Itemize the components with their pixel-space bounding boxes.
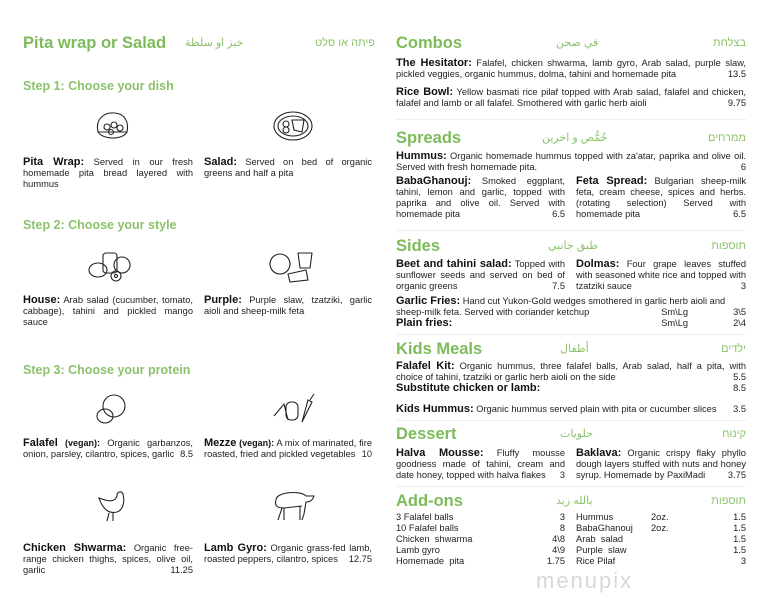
- falafel-icon: [94, 392, 130, 426]
- addon-row: [396, 523, 565, 534]
- item-desc: Falafel, chicken shwarma, lamb gyro, Arab salad, purple slaw, pickled veggies, organic hummus, dolma, tahini and homemade pita: [396, 58, 746, 79]
- addon-price: 1.75: [546, 556, 565, 566]
- menu-item-plain-fries: [396, 318, 746, 329]
- item-size: Sm\Lg: [661, 318, 689, 328]
- addon-price: 1.5: [733, 512, 746, 522]
- item-price: 13.5: [727, 69, 746, 79]
- addons-header: [396, 491, 746, 511]
- addon-row: [576, 512, 746, 523]
- item-price: 2\4: [733, 318, 746, 328]
- item-desc: Yellow basmati rice pilaf topped with Arab salad, falafel and chicken, falafel and lamb or all falafel. Smothered with garlic herb aioli: [396, 87, 746, 108]
- addon-price: 8: [559, 523, 565, 533]
- spreads-title: Spreads: [396, 129, 462, 147]
- menu-item-feta-spread: [576, 176, 746, 220]
- kids-header: [396, 339, 746, 359]
- item-name: BabaGhanouj:: [396, 175, 472, 187]
- item-price: 11.25: [170, 565, 193, 575]
- sides-title-hebrew: תוספות: [711, 240, 746, 252]
- addons-list-left: [396, 512, 565, 567]
- item-desc: Four grape leaves stuffed with seasoned white rice and topped with tzatziki sauce: [576, 259, 746, 291]
- step-2-heading: Step 2: Choose your style: [23, 218, 177, 232]
- item-name: Baklava:: [576, 447, 622, 459]
- item-price: 10: [361, 449, 372, 459]
- item-desc: Served on bed of organic greens and half a pita: [204, 157, 372, 178]
- house-style-ingredients-icon: [88, 248, 136, 284]
- menu-item-kids-hummus: [396, 404, 746, 415]
- combos-title-arabic: في صحن: [556, 37, 599, 49]
- menu-item-hesitator: [396, 58, 746, 80]
- addon-row: [576, 523, 746, 534]
- item-price: 12.75: [348, 554, 372, 564]
- addon-row: [396, 556, 565, 567]
- addons-title-hebrew: תוספות: [711, 495, 746, 507]
- lamb-icon: [270, 488, 316, 524]
- divider: [396, 334, 746, 335]
- item-price: 3.75: [727, 470, 746, 480]
- item-name: The Hesitator:: [396, 57, 472, 69]
- sides-title: Sides: [396, 237, 441, 255]
- item-price: 3: [740, 281, 746, 291]
- addon-row: [576, 545, 746, 556]
- chicken-icon: [95, 488, 129, 524]
- combos-header: [396, 33, 746, 53]
- item-desc: Smoked eggplant, tahini, lemon and garlic, topped with paprika and olive oil. Served with homemade pita: [396, 176, 565, 219]
- addon-size: 2oz.: [651, 512, 669, 522]
- item-name: Kids Hummus:: [396, 403, 474, 415]
- menu-item-garlic-fries: [396, 296, 746, 318]
- divider: [396, 119, 746, 120]
- section-title: Pita wrap or Salad: [23, 34, 167, 52]
- menu-item-babaghanouj: [396, 176, 565, 220]
- vegetables-icon: [270, 392, 318, 426]
- kids-title-arabic: أطفال: [560, 343, 589, 355]
- item-desc: Served in our fresh homemade pita bread layered with hummus: [23, 157, 193, 189]
- item-name: Beet and tahini salad:: [396, 258, 512, 270]
- dessert-title: Dessert: [396, 425, 457, 443]
- item-size: Sm\Lg: [661, 307, 689, 317]
- menu-item-purple: [204, 295, 372, 317]
- item-name: Mezze: [204, 437, 237, 449]
- addon-name: 3 Falafel balls: [396, 512, 454, 522]
- sides-title-arabic: طبق جانبي: [548, 240, 599, 252]
- item-desc: A mix of marinated, fire roasted, fried and pickled vegetables: [204, 438, 372, 459]
- menu-item-mezze: [204, 438, 372, 460]
- item-name: Plain fries:: [396, 317, 453, 329]
- kids-title-hebrew: ילדים: [721, 343, 746, 355]
- addons-title-arabic: بالله زيد: [556, 495, 593, 507]
- dessert-title-arabic: حلويات: [560, 428, 593, 440]
- addon-name: Arab salad: [576, 534, 624, 544]
- item-name: Pita Wrap:: [23, 156, 85, 168]
- addon-row: [576, 556, 746, 567]
- item-name: Chicken Shwarma:: [23, 542, 127, 554]
- item-desc: Organic homemade hummus topped with za'atar, paprika and olive oil. Served with fresh homemade pita.: [396, 151, 746, 172]
- menu-item-salad: [204, 157, 372, 179]
- addons-title: Add-ons: [396, 492, 463, 510]
- combos-title: Combos: [396, 34, 462, 52]
- addon-row: [576, 534, 746, 545]
- addon-price: 4\9: [552, 545, 565, 555]
- step-3-heading: Step 3: Choose your protein: [23, 363, 191, 377]
- item-price: 8.5: [180, 449, 193, 459]
- item-price: 8.5: [733, 383, 746, 393]
- item-name: Salad:: [204, 156, 238, 168]
- addon-name: 10 Falafel balls: [396, 523, 459, 533]
- section-title-arabic: خبز او سلطة: [185, 37, 244, 49]
- addon-name: Chicken shwarma: [396, 534, 473, 544]
- item-price: 7.5: [552, 281, 565, 291]
- item-desc: Bulgarian sheep-milk feta, cream cheese, spices and herbs. (rotating selection) Served with homemade pita: [576, 176, 746, 219]
- addon-price: 1.5: [733, 534, 746, 544]
- menu-item-pita-wrap: [23, 157, 193, 190]
- addon-name: Lamb gyro: [396, 545, 440, 555]
- menu-item-halva-mousse: [396, 448, 565, 481]
- item-name: Dolmas:: [576, 258, 620, 270]
- purple-style-ingredients-icon: [268, 248, 316, 284]
- item-name: Halva Mousse:: [396, 447, 484, 459]
- addon-row: [396, 545, 565, 556]
- item-price: 6.5: [552, 209, 565, 219]
- item-desc: Organic crispy flaky phyllo dough layers stuffed with nuts and honey syrup. Homemade by PaxiMadi: [576, 448, 746, 480]
- item-name: Hummus:: [396, 150, 447, 162]
- addon-price: 1.5: [733, 545, 746, 555]
- divider: [396, 486, 746, 487]
- addon-row: [396, 512, 565, 523]
- dessert-title-hebrew: קינוח: [722, 428, 746, 440]
- section-title-hebrew: פיתה או סלט: [314, 37, 375, 49]
- addons-list-right: [576, 512, 746, 567]
- salad-bowl-icon: [272, 110, 314, 142]
- sides-pair: [396, 259, 746, 292]
- addon-size: 2oz.: [651, 523, 669, 533]
- spreads-title-arabic: حُمُّص و اخرين: [542, 132, 608, 144]
- dessert-header: [396, 424, 746, 444]
- item-tag: (vegan):: [65, 438, 101, 448]
- item-name: Purple:: [204, 294, 242, 306]
- item-desc: Hand cut Yukon-Gold wedges smothered in garlic herb aioli and sheep-milk feta. Served with coriander ketchup: [396, 296, 726, 317]
- item-desc: Organic free-range chicken thighs, spices, olive oil, garlic: [23, 543, 193, 575]
- spreads-title-hebrew: ממרחים: [707, 132, 746, 144]
- item-name: Lamb Gyro:: [204, 542, 267, 554]
- item-name: Garlic Fries:: [396, 295, 461, 307]
- spreads-pair: [396, 176, 746, 220]
- addon-price: 3: [559, 512, 565, 522]
- menu-item-house: [23, 295, 193, 328]
- menu-item-falafel: [23, 438, 193, 460]
- menu-item-beet-salad: [396, 259, 565, 292]
- pita-wrap-icon: [93, 110, 131, 142]
- item-name: Falafel: [23, 437, 58, 449]
- menu-item-rice-bowl: [396, 87, 746, 109]
- spreads-header: [396, 128, 746, 148]
- combos-title-hebrew: בצלחת: [712, 37, 746, 49]
- addons-lists: [396, 512, 746, 567]
- item-desc: Fluffy mousse goodness made of tahini, cream and date honey, topped with halva flakes: [396, 448, 565, 480]
- item-name: Feta Spread:: [576, 175, 648, 187]
- watermark: menupix: [536, 568, 634, 593]
- item-desc: Arab salad (cucumber, tomato, cabbage), tahini and pickled mango sauce: [23, 295, 193, 327]
- item-name: Falafel Kit:: [396, 360, 455, 372]
- addon-price: 3: [740, 556, 746, 566]
- dessert-pair: [396, 448, 746, 481]
- addon-name: BabaGhanouj: [576, 523, 633, 533]
- item-name: Substitute chicken or lamb:: [396, 382, 541, 394]
- menu-item-baklava: [576, 448, 746, 481]
- item-desc: Organic hummus, three falafel balls, Arab salad, half a pita, with choice of tahini, tzatziki or garlic herb aioli on the side: [396, 361, 747, 382]
- addon-name: Rice Pilaf: [576, 556, 616, 566]
- menu-item-falafel-kit: [396, 361, 746, 383]
- item-price: 3: [559, 470, 565, 480]
- addon-name: Purple slaw: [576, 545, 627, 555]
- item-desc: Purple slaw, tzatziki, garlic aioli and sheep-milk feta: [204, 295, 372, 316]
- item-price: 6.5: [733, 209, 746, 219]
- item-price: 5.5: [733, 372, 746, 382]
- right-column: [396, 33, 746, 593]
- addon-row: [396, 534, 565, 545]
- step-1-heading: Step 1: Choose your dish: [23, 79, 174, 93]
- item-desc: Organic garbanzos, onion, parsley, cilantro, spices, garlic: [23, 438, 193, 459]
- item-price: 3.5: [733, 404, 746, 414]
- item-name: House:: [23, 294, 61, 306]
- addon-price: 1.5: [733, 523, 746, 533]
- sides-header: [396, 236, 746, 256]
- item-price: 9.75: [727, 98, 746, 108]
- menu-item-lamb-gyro: [204, 543, 372, 565]
- kids-meals-title: Kids Meals: [396, 340, 483, 358]
- menu-item-dolmas: [576, 259, 746, 292]
- item-price: 3\5: [733, 307, 746, 317]
- addon-name: Homemade pita: [396, 556, 465, 566]
- item-desc: Topped with sunflower seeds and served on bed of organic greens: [396, 259, 565, 291]
- menu-item-hummus: [396, 151, 746, 173]
- divider: [396, 420, 746, 421]
- item-tag: (vegan):: [239, 438, 275, 448]
- addon-name: Hummus: [576, 512, 614, 522]
- item-price: 6: [740, 162, 746, 172]
- menu-item-chicken-shwarma: [23, 543, 193, 576]
- item-desc: Organic grass-fed lamb, roasted peppers, cilantro, spices: [204, 543, 372, 564]
- item-name: Rice Bowl:: [396, 86, 454, 98]
- divider: [396, 230, 746, 231]
- menu-item-substitute: [396, 383, 746, 394]
- addon-price: 4\8: [552, 534, 565, 544]
- item-desc: Organic hummus served plain with pita or cucumber slices: [476, 404, 717, 414]
